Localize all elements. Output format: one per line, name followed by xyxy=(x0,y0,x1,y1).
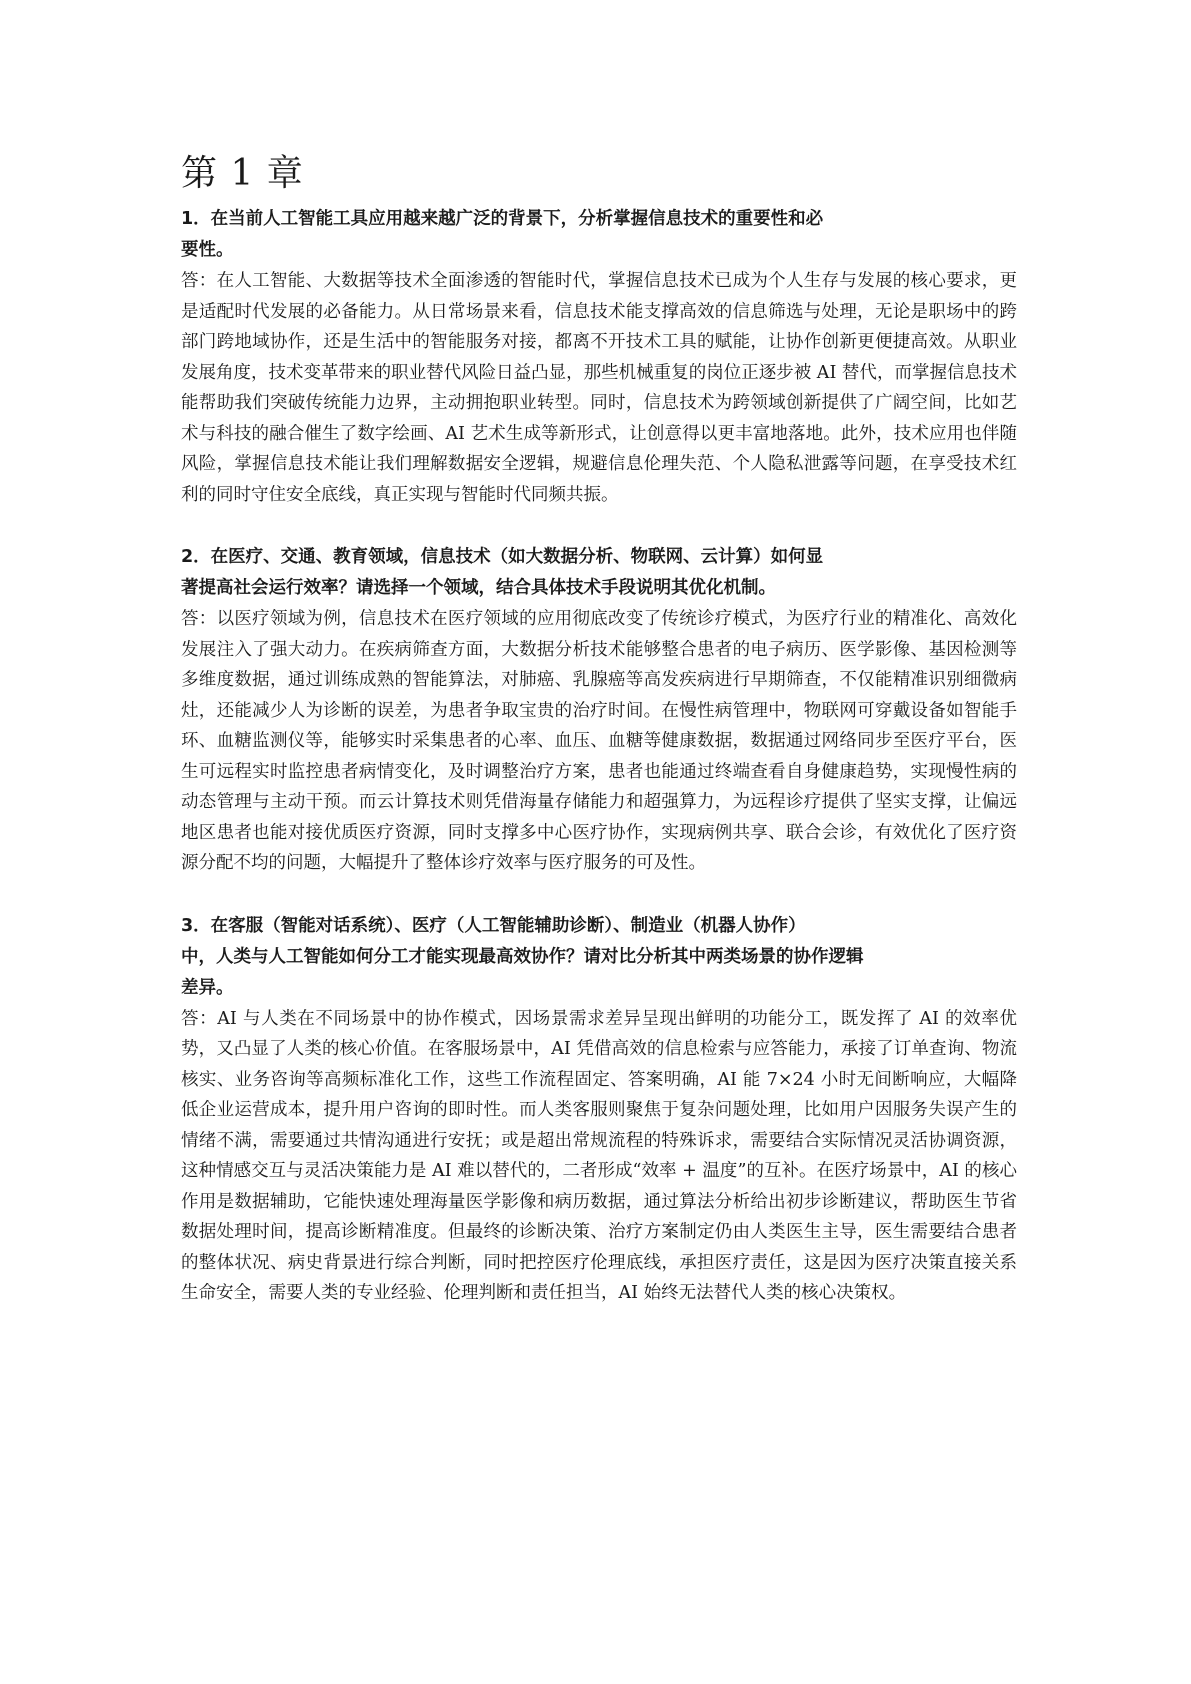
section-1 xyxy=(181,204,1017,510)
question-1 xyxy=(181,204,1017,266)
document-page xyxy=(181,150,1017,1309)
answer-2: 答：以医疗领域为例，信息技术在医疗领域的应用彻底改变了传统诊疗模式，为医疗行业的精准化、高效化发展注入了强大动力。在疾病筛查方面，大数据分析技术能够整合患者的电子病历、医学影像、基因检测等多维度数据，通过训练成熟的智能算法，对肺癌、乳腺癌等高发疾病进行早期筛查，不仅能精准识别细微病灶，还能减少人为诊断的误差，为患者争取宝贵的治疗时间。在慢性病管理中，物联网可穿戴设备如智能手环、血糖监测仪等，能够实时采集患者的心率、血压、血糖等健康数据，数据通过网络同步至医疗平台，医生可远程实时监控患者病情变化，及时调整治疗方案，患者也能通过终端查看自身健康趋势，实现慢性病的动态管理与主动干预。而云计算技术则凭借海量存储能力和超强算力，为远程诊疗提供了坚实支撑，让偏远地区患者也能对接优质医疗资源，同时支撑多中心医疗协作，实现病例共享、联合会诊，有效优化了医疗资源分配不均的问题，大幅提升了整体诊疗效率与医疗服务的可及性。 xyxy=(181,609,1017,873)
question-line: 要性。 xyxy=(181,240,234,260)
section-2 xyxy=(181,542,1017,879)
question-line: 中，人类与人工智能如何分工才能实现最高效协作？请对比分析其中两类场景的协作逻辑 xyxy=(181,946,864,967)
question-2 xyxy=(181,542,1017,604)
answer-3: 答：AI 与人类在不同场景中的协作模式，因场景需求差异呈现出鲜明的功能分工，既发挥了 AI 的效率优势，又凸显了人类的核心价值。在客服场景中，AI 凭借高效的信息检索与应答能力，承接了订单查询、物流核实、业务咨询等高频标准化工作，这些工作流程固定、答案明确，AI 能 7×24 小时无间断响应，大幅降低企业运营成本，提升用户咨询的即时性。而人类客服则聚焦于复杂问题处理，比如用户因服务失误产生的情绪不满，需要通过共情沟通进行安抚；或是超出常规流程的特殊诉求，需要结合实际情况灵活协调资源，这种情感交互与灵活决策能力是 AI 难以替代的，二者形成“效率 + 温度”的互补。在医疗场景中，AI 的核心作用是数据辅助，它能快速处理海量医学影像和病历数据，通过算法分析给出初步诊断建议，帮助医生节省数据处理时间，提高诊断精准度。但最终的诊断决策、治疗方案制定仍由人类医生主导，医生需要结合患者的整体状况、病史背景进行综合判断，同时把控医疗伦理底线，承担医疗责任，这是因为医疗决策直接关系生命安全，需要人类的专业经验、伦理判断和责任担当，AI 始终无法替代人类的核心决策权。 xyxy=(181,1008,1017,1303)
question-line: 3．在客服（智能对话系统）、医疗（人工智能辅助诊断）、制造业（机器人协作） xyxy=(181,915,806,936)
section-spacer xyxy=(181,879,1017,911)
section-3 xyxy=(181,911,1017,1309)
question-3 xyxy=(181,911,1017,1004)
question-line: 差异。 xyxy=(181,977,234,998)
answer-1: 答：在人工智能、大数据等技术全面渗透的智能时代，掌握信息技术已成为个人生存与发展的核心要求，更是适配时代发展的必备能力。从日常场景来看，信息技术能支撑高效的信息筛选与处理，无论是职场中的跨部门跨地域协作，还是生活中的智能服务对接，都离不开技术工具的赋能，让协作创新更便捷高效。从职业发展角度，技术变革带来的职业替代风险日益凸显，那些机械重复的岗位正逐步被 AI 替代，而掌握信息技术能帮助我们突破传统能力边界，主动拥抱职业转型。同时，信息技术为跨领域创新提供了广阔空间，比如艺术与科技的融合催生了数字绘画、AI 艺术生成等新形式，让创意得以更丰富地落地。此外，技术应用也伴随风险，掌握信息技术能让我们理解数据安全逻辑，规避信息伦理失范、个人隐私泄露等问题，在享受技术红利的同时守住安全底线，真正实现与智能时代同频共振。 xyxy=(181,271,1017,505)
question-line: 1．在当前人工智能工具应用越来越广泛的背景下，分析掌握信息技术的重要性和必 xyxy=(181,209,824,229)
question-line: 著提高社会运行效率？请选择一个领域，结合具体技术手段说明其优化机制。 xyxy=(181,578,776,598)
section-spacer xyxy=(181,510,1017,542)
question-line: 2．在医疗、交通、教育领域，信息技术（如大数据分析、物联网、云计算）如何显 xyxy=(181,547,824,567)
chapter-title: 第 1 章 xyxy=(181,153,304,194)
